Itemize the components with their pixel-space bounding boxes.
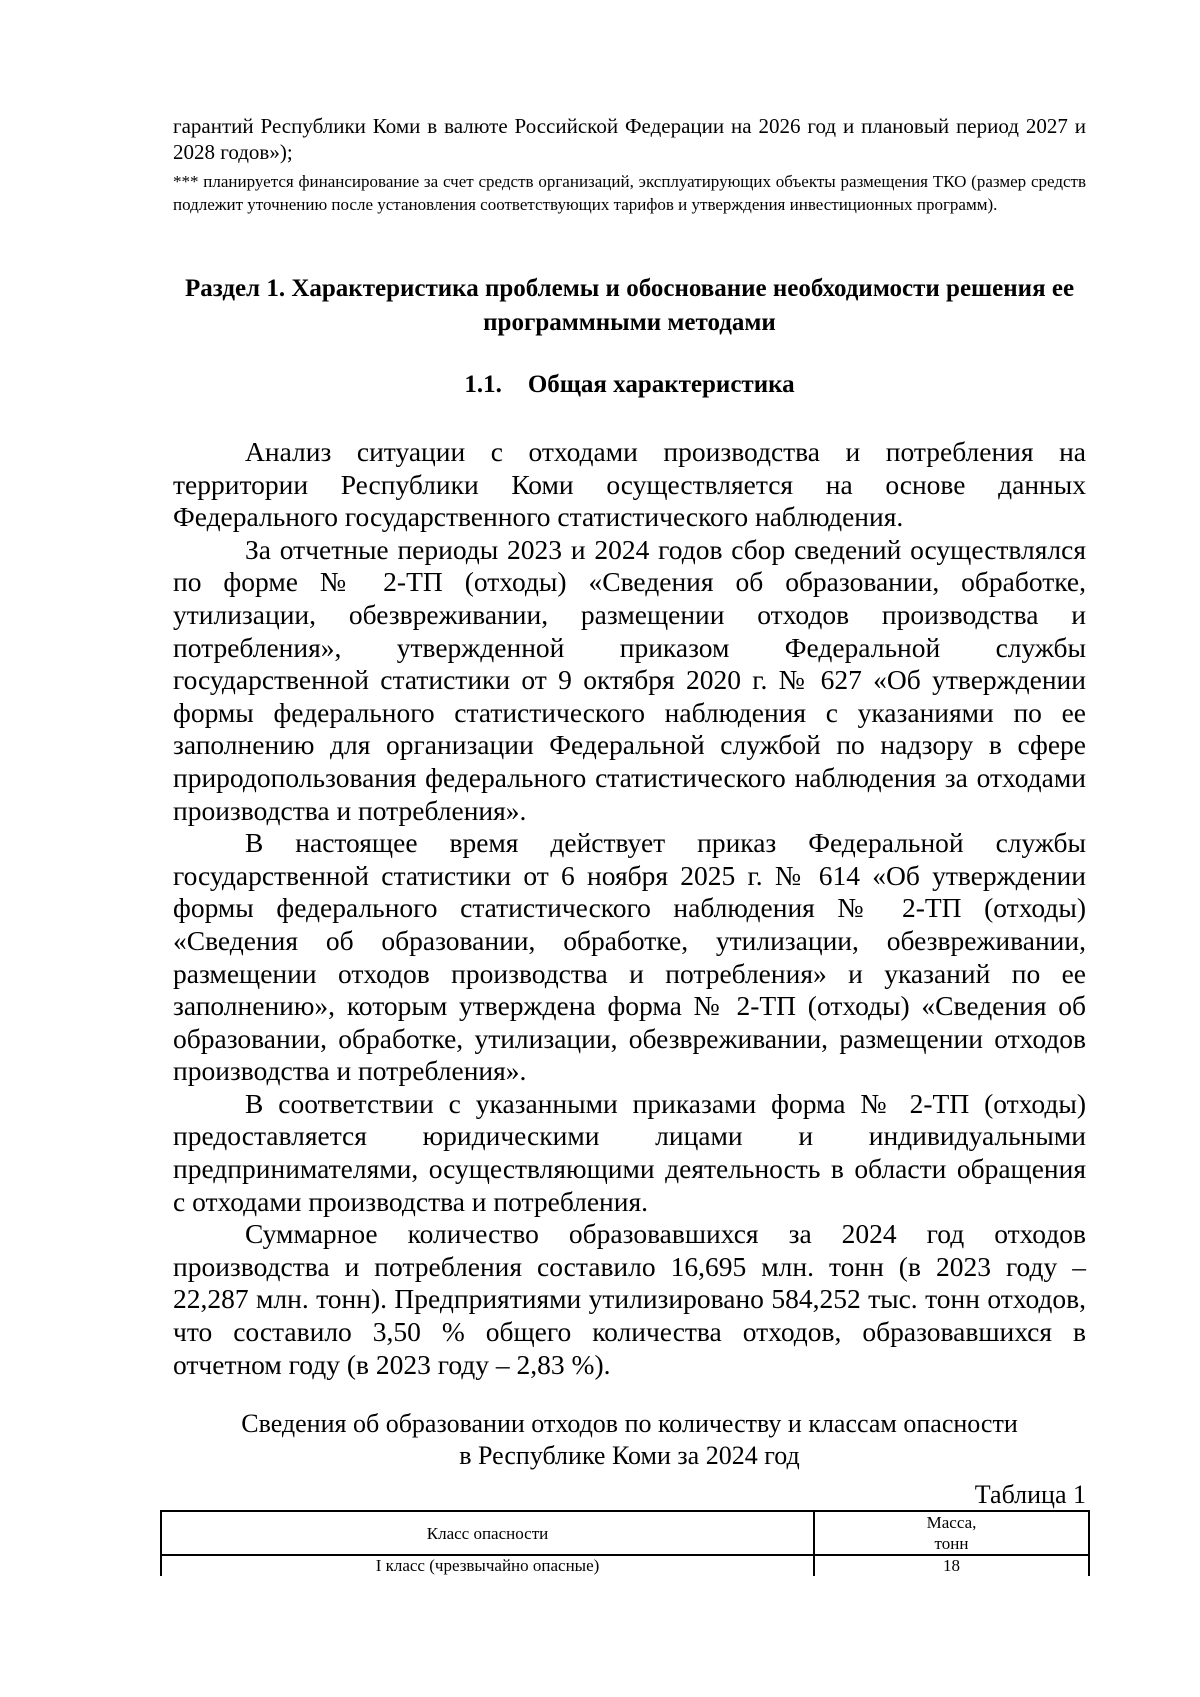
footnote-triple-asterisk: *** планируется финансирование за счет средств организаций, эксплуатирующих объекты размещения ТКО (размер средств подлежит уточнению после установления соответствующих тарифов и утверждения инвестиционных программ).	[173, 172, 1086, 214]
paragraph: Суммарное количество образовавшихся за 2024 год отходов производства и потребления составило 16,695 млн. тонн (в 2023 году – 22,287 млн. тонн). Предприятиями утилизировано 584,252 тыс. тонн отходов, что составило 3,50 % общего количества отходов, образовавшихся в отчетном году (в 2023 году – 2,83 %).	[173, 1218, 1086, 1380]
subsection-title: Общая характеристика	[527, 371, 795, 398]
table-row	[161, 1555, 1089, 1576]
header-mass	[814, 1511, 1089, 1555]
body-text	[173, 436, 1086, 1381]
paragraph: Анализ ситуации с отходами производства и потребления на территории Республики Коми осуществляется на основе данных Федерального государственного статистического наблюдения.	[173, 436, 1086, 533]
paragraph: За отчетные периоды 2023 и 2024 годов сбор сведений осуществлялся по форме № 2-ТП (отходы) «Сведения об образовании, обработке, утилизации, обезвреживании, размещении отходов производства и потребления», утвержденной приказом Федеральной службы государственной статистики от 9 октября 2020 г. № 627 «Об утверждении формы федерального статистического наблюдения с указаниями по ее заполнению для организации Федеральной службой по надзору в сфере природопользования федерального статистического наблюдения за отходами производства и потребления».	[173, 533, 1086, 826]
header-mass-line-2: тонн	[934, 1534, 969, 1553]
footnote-continued: гарантий Республики Коми в валюте Российской Федерации на 2026 год и плановый период 2027 и 2028 годов»);	[173, 114, 1086, 164]
cell-hazard-class: I класс (чрезвычайно опасные)	[161, 1555, 814, 1576]
header-hazard-class: Класс опасности	[161, 1511, 814, 1555]
cell-mass: 18	[814, 1555, 1089, 1576]
table-caption-line-1: Сведения об образовании отходов по количеству и классам опасности	[241, 1409, 1018, 1438]
table-caption-line-2: в Республике Коми за 2024 год	[459, 1441, 800, 1470]
table-caption	[173, 1408, 1086, 1472]
header-mass-line-1: Масса,	[926, 1513, 977, 1532]
hazard-class-table	[160, 1510, 1090, 1576]
subsection-number: 1.1.	[464, 371, 502, 398]
table-label: Таблица 1	[974, 1480, 1086, 1509]
subsection-heading	[173, 368, 1086, 402]
paragraph: В соответствии с указанными приказами форма № 2-ТП (отходы) предоставляется юридическими лицами и индивидуальными предпринимателями, осуществляющими деятельность в области обращения с отходами производства и потребления.	[173, 1087, 1086, 1217]
table-header-row	[161, 1511, 1089, 1555]
paragraph: В настоящее время действует приказ Федеральной службы государственной статистики от 6 ноября 2025 г. № 614 «Об утверждении формы федерального статистического наблюдения № 2-ТП (отходы) «Сведения об образовании, обработке, утилизации, обезвреживании, размещении отходов производства и потребления» и указаний по ее заполнению», которым утверждена форма № 2-ТП (отходы) «Сведения об образовании, обработке, утилизации, обезвреживании, размещении отходов производства и потребления».	[173, 827, 1086, 1087]
section-title: Раздел 1. Характеристика проблемы и обоснование необходимости решения ее программными методами	[184, 275, 1075, 336]
